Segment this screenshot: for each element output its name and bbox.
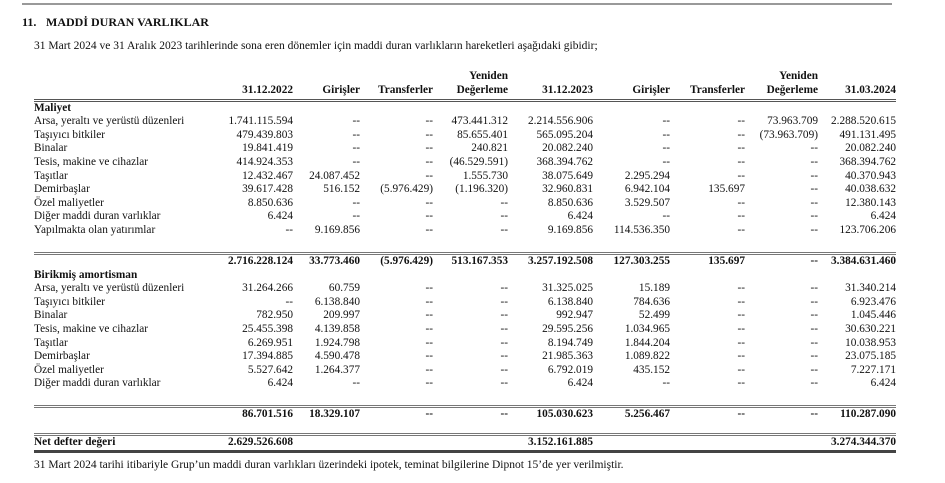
cell: 3.384.631.460: [818, 253, 896, 269]
row-label: Taşıtlar: [34, 169, 68, 182]
table-row: [34, 309, 896, 323]
cell: --: [500, 223, 508, 236]
cell: 3.257.192.508: [508, 253, 593, 269]
cell: 9.169.856: [547, 223, 593, 236]
cell: 12.432.467: [242, 169, 293, 182]
row-label: Net defter değeri: [34, 434, 225, 451]
cell: --: [810, 142, 818, 155]
cell: 6.942.104: [624, 183, 670, 196]
row-label: Taşıtlar: [34, 336, 68, 349]
cell: 30.630.221: [845, 322, 896, 335]
cell: --: [500, 210, 508, 223]
cell: 31.12.2022: [225, 84, 293, 101]
cell: 2.295.294: [624, 169, 670, 182]
cell: [593, 434, 670, 451]
row-label: Binalar: [34, 142, 68, 155]
cell: 473.441.312: [451, 115, 508, 128]
cell: --: [810, 223, 818, 236]
cell: --: [352, 155, 360, 168]
net-book-value-row: [34, 434, 896, 451]
cell: 3.274.344.370: [818, 434, 896, 451]
cell: 5.527.642: [247, 363, 293, 376]
cell: --: [737, 128, 745, 141]
cell: 2.214.556.906: [528, 115, 593, 128]
cell: --: [352, 210, 360, 223]
cell: --: [670, 406, 745, 422]
cell: 10.038.953: [845, 336, 896, 349]
cell: 25.455.398: [242, 322, 293, 335]
cell: 1.741.115.594: [228, 115, 293, 128]
cell: --: [810, 155, 818, 168]
table-row: [34, 142, 896, 156]
cell: 240.821: [471, 142, 508, 155]
table-row: [34, 296, 896, 310]
cell: 1.264.377: [314, 363, 360, 376]
cell: 8.194.749: [547, 336, 593, 349]
cell: 32.960.831: [542, 183, 593, 196]
cell: --: [425, 322, 433, 335]
cell: --: [810, 183, 818, 196]
row-label: Taşıyıcı bitkiler: [34, 128, 106, 141]
cell: 135.697: [670, 253, 745, 269]
cell: 127.303.255: [593, 253, 670, 269]
cell: --: [425, 350, 433, 363]
cell: --: [425, 223, 433, 236]
cell: --: [500, 295, 508, 308]
table-row: [34, 224, 896, 238]
cell: 565.095.204: [536, 128, 593, 141]
cell: 3.152.161.885: [508, 434, 593, 451]
cell: --: [737, 282, 745, 295]
intro-text: 31 Mart 2024 ve 31 Aralık 2023 tarihlerinde sona eren dönemler için maddi duran varlıkların hareketleri aşağıdaki gibidir;: [34, 40, 598, 52]
cell: --: [285, 295, 293, 308]
cell: [508, 70, 593, 84]
fixed-assets-table: [34, 70, 896, 453]
row-label: Demirbaşlar: [34, 350, 90, 363]
depreciation-total-row: [34, 406, 896, 422]
cell: [593, 70, 670, 84]
cell: --: [425, 363, 433, 376]
cell: 435.152: [633, 363, 670, 376]
cell: 9.169.856: [314, 223, 360, 236]
row-label: Tesis, makine ve cihazlar: [34, 322, 149, 335]
cell: 17.394.885: [242, 350, 293, 363]
cell: 8.850.636: [547, 196, 593, 209]
header-row: [34, 84, 896, 101]
cell: [225, 70, 293, 84]
cell: 85.655.401: [457, 128, 508, 141]
cell: 368.394.762: [536, 155, 593, 168]
cell: 31.03.2024: [818, 84, 896, 101]
cell: Değerleme: [745, 84, 818, 101]
cell: --: [810, 336, 818, 349]
cell: 992.947: [556, 309, 593, 322]
cell: 31.264.266: [242, 282, 293, 295]
cell: [293, 434, 360, 451]
cell: --: [425, 282, 433, 295]
cell: --: [737, 322, 745, 335]
cell: 21.985.363: [542, 350, 593, 363]
table-row: [34, 183, 896, 197]
cell: --: [810, 363, 818, 376]
cell: 479.439.803: [236, 128, 293, 141]
table-row: [34, 337, 896, 351]
row-label: [34, 406, 225, 422]
cell: --: [425, 169, 433, 182]
row-label: Diğer maddi duran varlıklar: [34, 210, 161, 223]
cell: --: [425, 377, 433, 390]
cell: Transferler: [360, 84, 433, 101]
cell: --: [662, 377, 670, 390]
cell: --: [500, 322, 508, 335]
cell: 20.082.240: [542, 142, 593, 155]
cell: 135.697: [708, 183, 745, 196]
cell: 1.555.730: [462, 169, 508, 182]
header-row: [34, 70, 896, 84]
cell: --: [662, 210, 670, 223]
cell: Girişler: [593, 84, 670, 101]
row-label: Özel maliyetler: [34, 196, 104, 209]
cell: (46.529.591): [449, 155, 508, 168]
cell: --: [352, 142, 360, 155]
cell: 7.227.171: [850, 363, 896, 376]
cell: 1.045.446: [850, 309, 896, 322]
cell: 1.924.798: [314, 336, 360, 349]
cell: 6.923.476: [850, 295, 896, 308]
row-label: Diğer maddi duran varlıklar: [34, 377, 161, 390]
cell: 1.089.822: [624, 350, 670, 363]
cell: --: [662, 115, 670, 128]
cell: 1.844.204: [624, 336, 670, 349]
cell: 6.138.840: [314, 295, 360, 308]
cell: --: [425, 128, 433, 141]
table-row: [34, 364, 896, 378]
cell: 513.167.353: [433, 253, 508, 269]
cell: [818, 70, 896, 84]
cell: [433, 434, 508, 451]
cell: --: [745, 253, 818, 269]
cell: 491.131.495: [839, 128, 896, 141]
cell: Yeniden: [469, 70, 508, 82]
cell: 6.424: [870, 210, 896, 223]
table-row: [34, 210, 896, 224]
cell: (5.976.429): [360, 253, 433, 269]
cell: [745, 434, 818, 451]
row-label: Binalar: [34, 309, 68, 322]
cell: Transferler: [670, 84, 745, 101]
cell: --: [737, 142, 745, 155]
cell: --: [425, 196, 433, 209]
cell: --: [285, 223, 293, 236]
cell: [360, 434, 433, 451]
cell: --: [425, 142, 433, 155]
cell: 105.030.623: [508, 406, 593, 422]
cell: 5.256.467: [593, 406, 670, 422]
spacer: [34, 391, 896, 407]
cell: --: [737, 295, 745, 308]
cell: 123.706.206: [839, 223, 896, 236]
cell: 6.269.951: [247, 336, 293, 349]
cell: --: [810, 169, 818, 182]
cell: 12.380.143: [845, 196, 896, 209]
cell: --: [425, 115, 433, 128]
cell: --: [737, 210, 745, 223]
cell: 2.716.228.124: [225, 253, 293, 269]
cell: [670, 70, 745, 84]
cell: (73.963.709): [759, 128, 818, 141]
cell: --: [352, 196, 360, 209]
table-row: [34, 170, 896, 184]
cell: 24.087.452: [309, 169, 360, 182]
section-heading: Maliyet: [34, 101, 72, 114]
cell: --: [810, 282, 818, 295]
cell: --: [810, 295, 818, 308]
cell: --: [352, 115, 360, 128]
cell: 39.617.428: [242, 183, 293, 196]
cell: --: [500, 350, 508, 363]
cell: 20.082.240: [845, 142, 896, 155]
cell: 8.850.636: [247, 196, 293, 209]
cell: 31.340.214: [845, 282, 896, 295]
cell: 73.963.709: [767, 115, 818, 128]
row-label: Taşıyıcı bitkiler: [34, 295, 106, 308]
cell: --: [500, 282, 508, 295]
cell: 1.034.965: [624, 322, 670, 335]
cell: --: [425, 210, 433, 223]
cell: --: [810, 350, 818, 363]
cell: --: [745, 406, 818, 422]
cell: --: [500, 336, 508, 349]
cell: --: [500, 363, 508, 376]
cell: 2.288.520.615: [831, 115, 896, 128]
cell: 516.152: [323, 183, 360, 196]
table-row: [34, 115, 896, 129]
cell: --: [737, 155, 745, 168]
cell: --: [810, 196, 818, 209]
cell: 40.370.943: [845, 169, 896, 182]
cell: 18.329.107: [293, 406, 360, 422]
cell: 782.950: [256, 309, 293, 322]
cell: --: [425, 155, 433, 168]
cell: --: [737, 115, 745, 128]
spacer: [34, 422, 896, 435]
cell: --: [360, 406, 433, 422]
row-label: Tesis, makine ve cihazlar: [34, 155, 149, 168]
cell: 38.075.649: [542, 169, 593, 182]
cost-section-title: [34, 100, 896, 115]
row-label: Demirbaşlar: [34, 183, 90, 196]
cell: [293, 70, 360, 84]
cell: --: [662, 155, 670, 168]
table-row: [34, 323, 896, 337]
spacer: [34, 238, 896, 254]
row-label: [34, 70, 225, 84]
cell: 31.325.025: [542, 282, 593, 295]
cost-total-row: [34, 253, 896, 269]
cell: Girişler: [293, 84, 360, 101]
cell: 19.841.419: [242, 142, 293, 155]
cell: --: [352, 128, 360, 141]
cell: 3.529.507: [624, 196, 670, 209]
row-label: Özel maliyetler: [34, 363, 104, 376]
cell: 6.424: [567, 210, 593, 223]
cell: --: [352, 377, 360, 390]
cell: 40.038.632: [845, 183, 896, 196]
cell: --: [662, 142, 670, 155]
cell: 33.773.460: [293, 253, 360, 269]
cell: 86.701.516: [225, 406, 293, 422]
row-label: Yapılmakta olan yatırımlar: [34, 223, 156, 236]
cell: --: [810, 322, 818, 335]
cell: 110.287.090: [818, 406, 896, 422]
cell: --: [500, 196, 508, 209]
cell: --: [425, 295, 433, 308]
cell: --: [737, 223, 745, 236]
cell: 6.424: [267, 377, 293, 390]
cell: --: [737, 377, 745, 390]
cell: --: [737, 350, 745, 363]
cell: 60.759: [328, 282, 360, 295]
cell: (1.196.320): [455, 183, 508, 196]
cell: 2.629.526.608: [225, 434, 293, 451]
table-row: [34, 129, 896, 143]
table-row: [34, 197, 896, 211]
cell: --: [500, 377, 508, 390]
cell: --: [500, 309, 508, 322]
section-heading: Birikmiş amortisman: [34, 268, 138, 281]
cell: --: [810, 210, 818, 223]
table-row: [34, 156, 896, 170]
cell: --: [737, 309, 745, 322]
row-label: Arsa, yeraltı ve yerüstü düzenleri: [34, 115, 185, 128]
cell: --: [662, 128, 670, 141]
cell: 6.424: [567, 377, 593, 390]
cell: 52.499: [638, 309, 670, 322]
cell: 6.792.019: [547, 363, 593, 376]
cell: 414.924.353: [236, 155, 293, 168]
cell: 209.997: [323, 309, 360, 322]
row-label: Arsa, yeraltı ve yerüstü düzenleri: [34, 282, 185, 295]
cell: --: [737, 196, 745, 209]
cell: 6.424: [870, 377, 896, 390]
row-label: [34, 253, 225, 269]
cell: --: [810, 309, 818, 322]
top-divider: [22, 0, 892, 5]
cell: Değerleme: [433, 84, 508, 101]
cell: 114.536.350: [613, 223, 670, 236]
cell: --: [425, 336, 433, 349]
cell: 4.590.478: [314, 350, 360, 363]
cell: --: [737, 336, 745, 349]
cell: 29.595.256: [542, 322, 593, 335]
table-row: [34, 377, 896, 391]
cell: 23.075.185: [845, 350, 896, 363]
table-row: [34, 282, 896, 296]
cell: --: [433, 406, 508, 422]
cell: [670, 434, 745, 451]
cell: 6.138.840: [547, 295, 593, 308]
cell: [360, 70, 433, 84]
cell: --: [425, 309, 433, 322]
cell: 368.394.762: [839, 155, 896, 168]
cell: --: [737, 169, 745, 182]
cell: 31.12.2023: [508, 84, 593, 101]
cell: 6.424: [267, 210, 293, 223]
cell: --: [737, 363, 745, 376]
cell: (5.976.429): [380, 183, 433, 196]
cell: --: [810, 377, 818, 390]
cell: 784.636: [633, 295, 670, 308]
depreciation-section-title: [34, 269, 896, 283]
cell: 15.189: [638, 282, 670, 295]
footer-note: 31 Mart 2024 tarihi itibariyle Grup’un maddi duran varlıkları üzerindeki ipotek, teminat bilgilerine Dipnot 15’de yer verilmiştir.: [34, 459, 624, 471]
table-row: [34, 350, 896, 364]
cell: Yeniden: [779, 70, 818, 82]
section-title: 11. MADDİ DURAN VARLIKLAR: [22, 15, 209, 29]
cell: 4.139.858: [314, 322, 360, 335]
row-label: [34, 84, 225, 101]
